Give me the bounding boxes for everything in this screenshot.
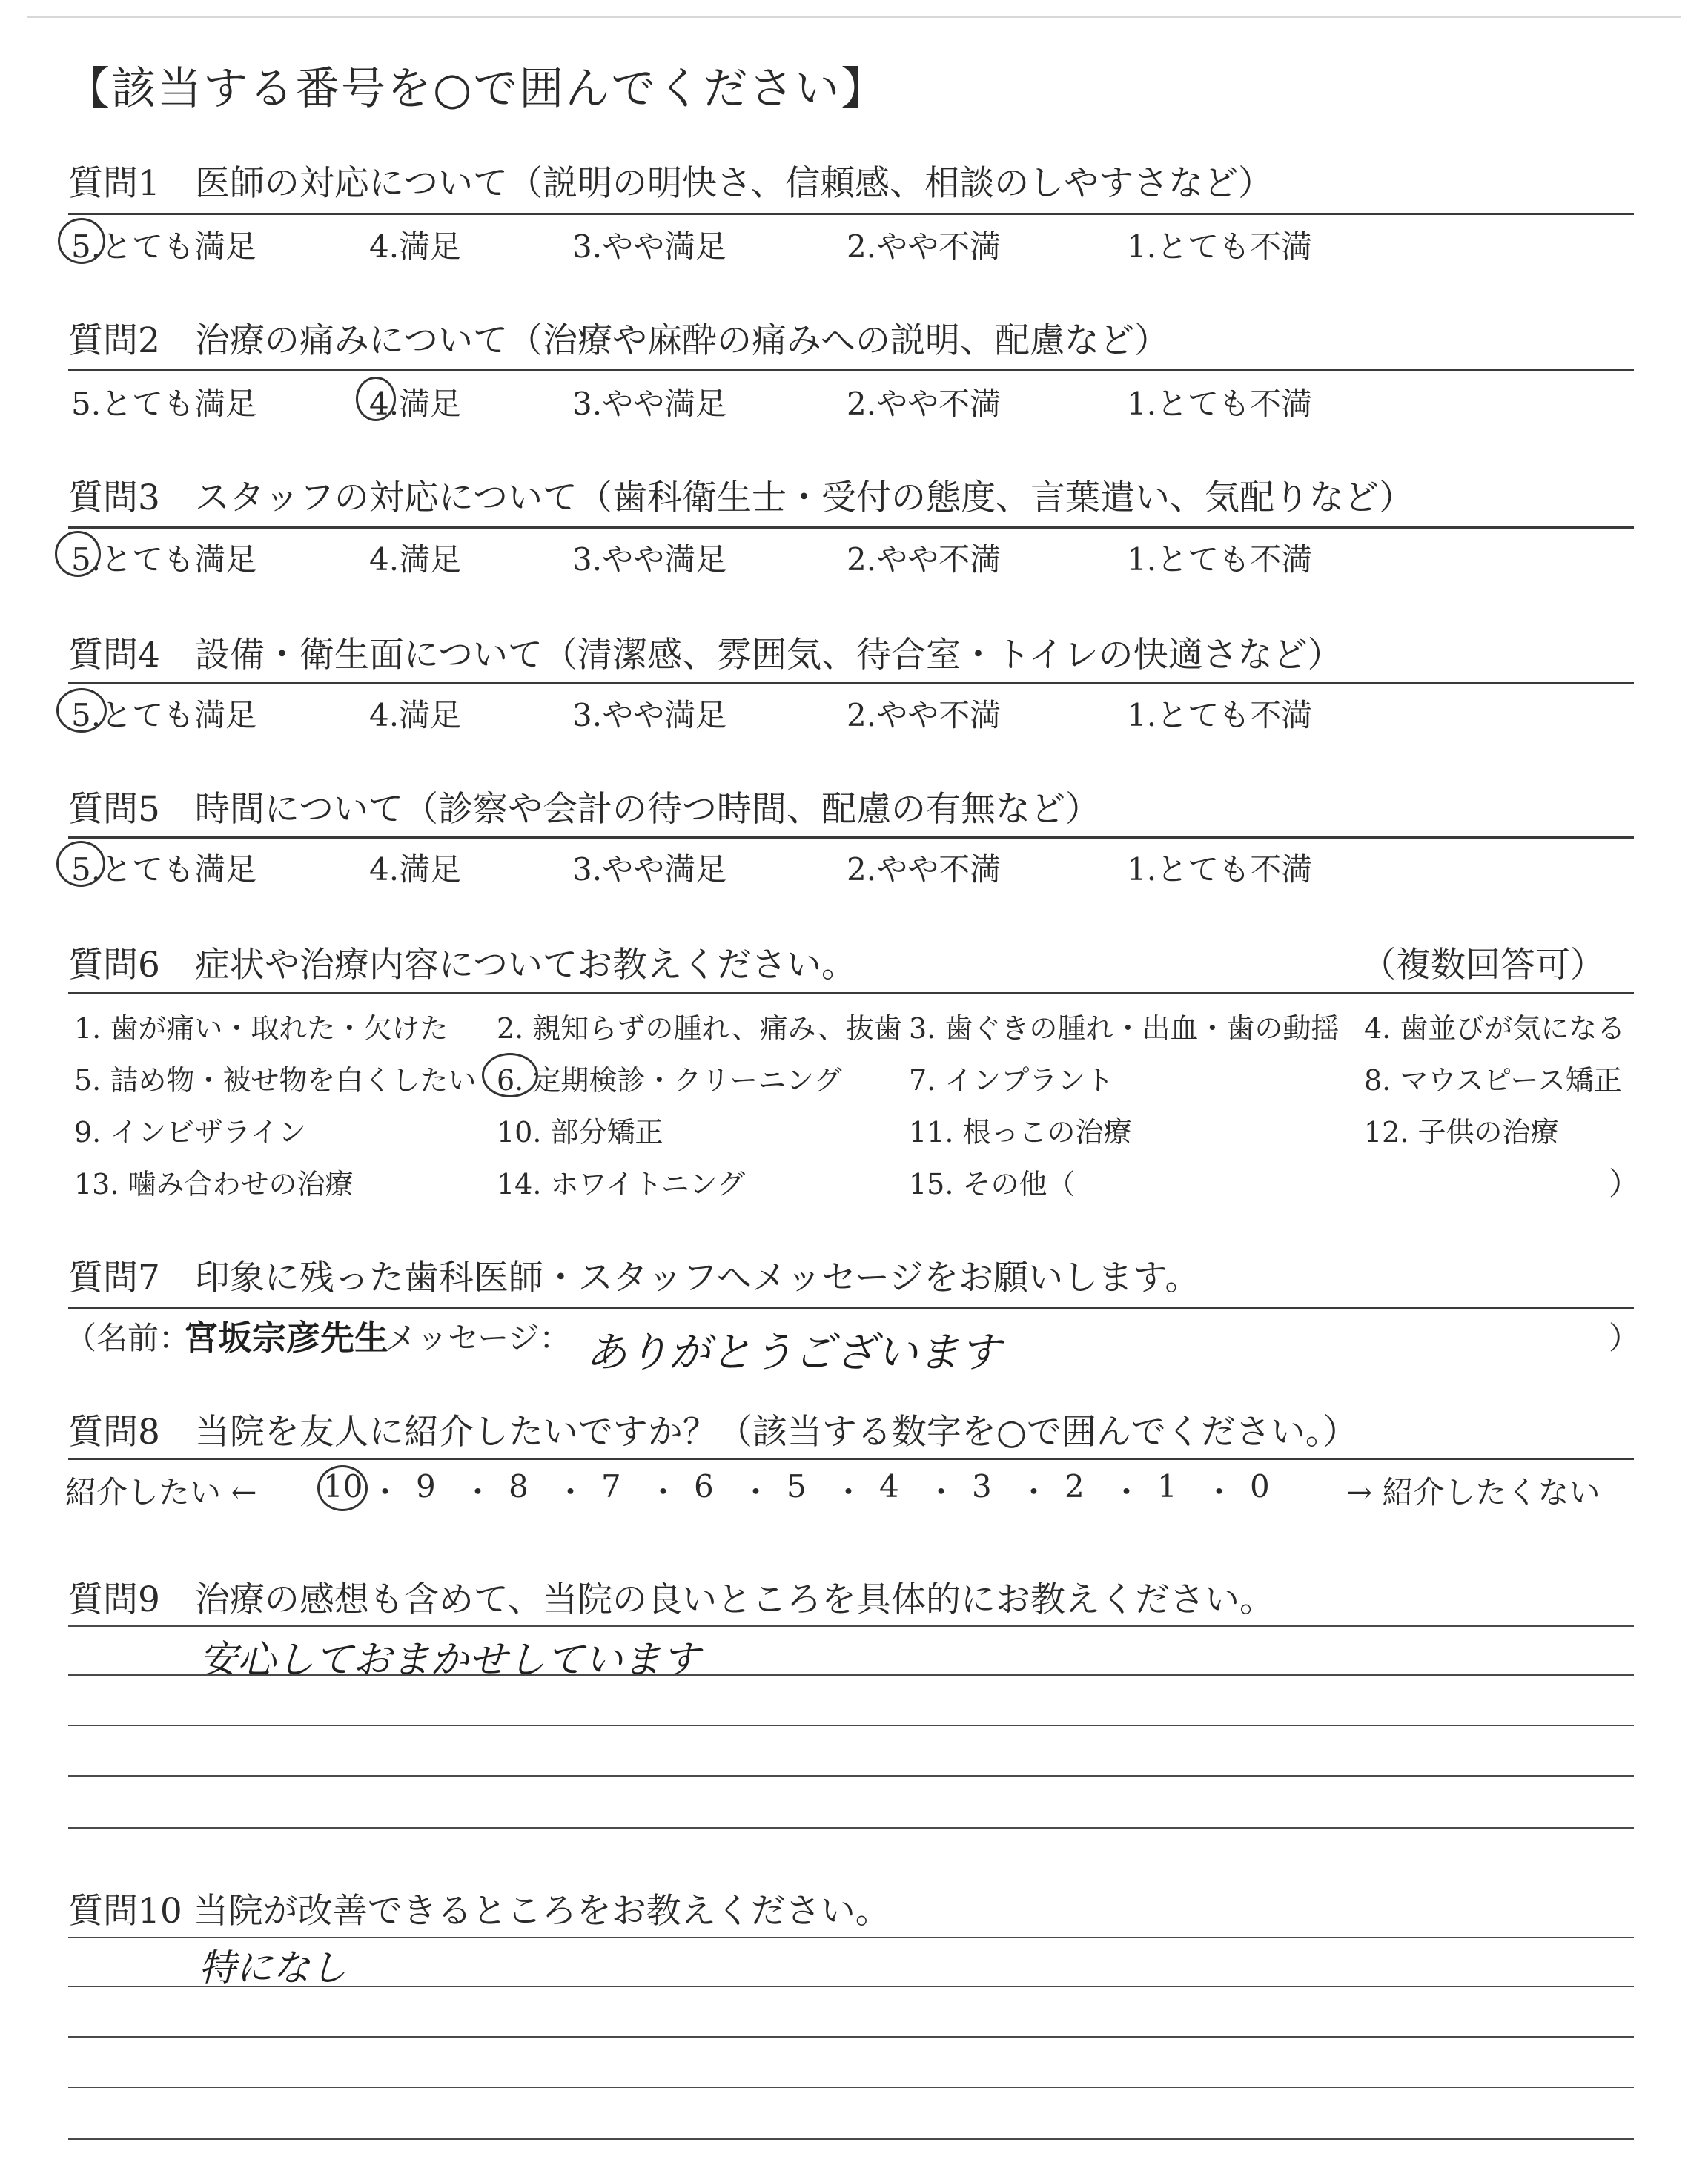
- q3-option-5[interactable]: 5.とても満足: [71, 541, 257, 578]
- q3-option-2[interactable]: 2.やや不満: [847, 541, 1002, 578]
- q4-option-5[interactable]: 5.とても満足: [71, 697, 257, 733]
- q5-option-5[interactable]: 5.とても満足: [71, 851, 257, 888]
- q8-scale-separator: ・: [369, 1474, 401, 1510]
- q8-scale-separator: ・: [740, 1474, 772, 1510]
- question-2-rule: [68, 369, 1634, 371]
- q8-scale-separator: ・: [1018, 1474, 1050, 1510]
- question-7-title: 質問7 印象に残った歯科医師・スタッフへメッセージをお願いします。: [68, 1258, 1200, 1298]
- q9-line-2: [68, 1674, 1634, 1676]
- q6-item-14[interactable]: 14. ホワイトニング: [497, 1168, 746, 1200]
- q6-item-10[interactable]: 10. 部分矯正: [497, 1116, 663, 1149]
- q8-scale-value-2[interactable]: 2: [1065, 1468, 1085, 1505]
- q1-option-1[interactable]: 1.とても不満: [1127, 228, 1313, 265]
- question-9-title: 質問9 治療の感想も含めて、当院の良いところを具体的にお教えください。: [68, 1579, 1274, 1620]
- q6-item-15[interactable]: 15. その他（: [909, 1168, 1076, 1200]
- question-1-title: 質問1 医師の対応について（説明の明快さ、信頼感、相談のしやすさなど）: [68, 163, 1274, 204]
- q8-scale-separator: ・: [647, 1474, 679, 1510]
- q4-option-2[interactable]: 2.やや不満: [847, 697, 1002, 733]
- q1-option-4[interactable]: 4.満足: [369, 228, 462, 265]
- q8-scale-separator: ・: [833, 1474, 864, 1510]
- q1-option-2[interactable]: 2.やや不満: [847, 228, 1002, 265]
- q2-selection-circle: [356, 377, 396, 421]
- q2-option-2[interactable]: 2.やや不満: [847, 386, 1002, 422]
- q5-option-1[interactable]: 1.とても不満: [1127, 851, 1313, 888]
- q4-selection-circle: [56, 688, 107, 733]
- q9-line-1: [68, 1625, 1634, 1627]
- q6-item-5[interactable]: 5. 詰め物・被せ物を白くしたい: [74, 1064, 477, 1097]
- q8-scale-value-7[interactable]: 7: [601, 1468, 621, 1505]
- q9-line-5: [68, 1827, 1634, 1829]
- q6-item-11[interactable]: 11. 根っこの治療: [909, 1116, 1132, 1149]
- q5-option-3[interactable]: 3.やや満足: [572, 851, 727, 888]
- q7-name-label: （名前：: [65, 1320, 191, 1356]
- question-5-title: 質問5 時間について（診察や会計の待つ時間、配慮の有無など）: [68, 789, 1100, 830]
- q8-selection-circle: [317, 1465, 368, 1511]
- q8-scale-separator: ・: [1203, 1474, 1235, 1510]
- form-heading: 【該当する番号を○で囲んでください】: [65, 63, 887, 115]
- q6-item-6[interactable]: 6. 定期検診・クリーニング: [497, 1064, 842, 1097]
- question-7-rule: [68, 1307, 1634, 1309]
- q6-item-2[interactable]: 2. 親知らずの腫れ、痛み、抜歯: [497, 1012, 902, 1045]
- q10-line-5: [68, 2138, 1634, 2140]
- q6-item-13[interactable]: 13. 噛み合わせの治療: [74, 1168, 354, 1200]
- q1-option-5[interactable]: 5.とても満足: [71, 228, 257, 265]
- q1-selection-circle: [58, 218, 105, 264]
- q10-line-3: [68, 2036, 1634, 2038]
- q3-option-4[interactable]: 4.満足: [369, 541, 462, 578]
- q10-line-4: [68, 2087, 1634, 2088]
- q8-scale-separator: ・: [555, 1474, 586, 1510]
- q8-scale-value-0[interactable]: 0: [1250, 1468, 1270, 1505]
- q8-scale-value-6[interactable]: 6: [694, 1468, 714, 1505]
- q8-scale-separator: ・: [1110, 1474, 1142, 1510]
- q10-handwritten-answer[interactable]: 特になし: [199, 1946, 347, 1989]
- q8-right-label: → 紹介したくない: [1346, 1474, 1601, 1510]
- page-top-rule: [27, 16, 1681, 18]
- question-6-title: 質問6 症状や治療内容についてお教えください。: [68, 945, 856, 985]
- q8-scale-separator: ・: [925, 1474, 957, 1510]
- question-10-title: 質問10 当院が改善できるところをお教えください。: [68, 1891, 890, 1932]
- question-6-note: （複数回答可）: [1361, 945, 1605, 985]
- q9-line-4: [68, 1775, 1634, 1777]
- q8-scale-value-1[interactable]: 1: [1157, 1468, 1177, 1505]
- q6-item-4[interactable]: 4. 歯並びが気になる: [1364, 1012, 1626, 1045]
- q8-scale-value-9[interactable]: 9: [416, 1468, 436, 1505]
- q9-handwritten-answer[interactable]: 安心しておまかせしています: [199, 1638, 701, 1682]
- q5-selection-circle: [56, 841, 105, 887]
- question-4-rule: [68, 682, 1634, 684]
- q3-selection-circle: [55, 531, 101, 577]
- q6-item-1[interactable]: 1. 歯が痛い・取れた・欠けた: [74, 1012, 448, 1045]
- question-6-rule: [68, 992, 1634, 994]
- q5-option-2[interactable]: 2.やや不満: [847, 851, 1002, 888]
- question-3-title: 質問3 スタッフの対応について（歯科衛生士・受付の態度、言葉遣い、気配りなど）: [68, 478, 1414, 518]
- question-3-rule: [68, 526, 1634, 529]
- question-8-rule: [68, 1458, 1634, 1460]
- question-1-rule: [68, 213, 1634, 215]
- q2-option-5[interactable]: 5.とても満足: [71, 386, 257, 422]
- q6-item-3[interactable]: 3. 歯ぐきの腫れ・出血・歯の動揺: [909, 1012, 1340, 1045]
- question-4-title: 質問4 設備・衛生面について（清潔感、雰囲気、待合室・トイレの快適さなど）: [68, 635, 1343, 676]
- q6-item-9[interactable]: 9. インビザライン: [74, 1116, 307, 1149]
- q6-other-close-paren: ）: [1609, 1166, 1641, 1202]
- q4-option-1[interactable]: 1.とても不満: [1127, 697, 1313, 733]
- q7-message-label: メッセージ：: [385, 1320, 571, 1356]
- q8-scale-value-3[interactable]: 3: [972, 1468, 992, 1505]
- q1-option-3[interactable]: 3.やや満足: [572, 228, 727, 265]
- q3-option-3[interactable]: 3.やや満足: [572, 541, 727, 578]
- q6-item-12[interactable]: 12. 子供の治療: [1364, 1116, 1559, 1149]
- q4-option-3[interactable]: 3.やや満足: [572, 697, 727, 733]
- q5-option-4[interactable]: 4.満足: [369, 851, 462, 888]
- q2-option-1[interactable]: 1.とても不満: [1127, 386, 1313, 422]
- q3-option-1[interactable]: 1.とても不満: [1127, 541, 1313, 578]
- q6-selection-circle: [482, 1053, 538, 1097]
- q7-handwritten-name[interactable]: 宮坂宗彦先生: [184, 1318, 388, 1358]
- question-2-title: 質問2 治療の痛みについて（治療や麻酔の痛みへの説明、配慮など）: [68, 320, 1170, 361]
- q7-handwritten-message[interactable]: ありがとうございます: [586, 1329, 1001, 1377]
- q4-option-4[interactable]: 4.満足: [369, 697, 462, 733]
- question-5-rule: [68, 836, 1634, 839]
- q8-scale-separator: ・: [462, 1474, 494, 1510]
- q8-scale-value-5[interactable]: 5: [787, 1468, 807, 1505]
- q8-scale-value-8[interactable]: 8: [509, 1468, 529, 1505]
- q8-scale-value-4[interactable]: 4: [879, 1468, 899, 1505]
- q2-option-4[interactable]: 4.満足: [369, 386, 462, 422]
- q6-item-8[interactable]: 8. マウスピース矯正: [1364, 1064, 1622, 1097]
- q10-line-2: [68, 1986, 1634, 1987]
- question-8-title: 質問8 当院を友人に紹介したいですか？（該当する数字を○で囲んでください。）: [68, 1412, 1358, 1453]
- q6-item-7[interactable]: 7. インプラント: [909, 1064, 1114, 1097]
- q8-scale-value-10[interactable]: 10: [323, 1468, 363, 1505]
- q2-option-3[interactable]: 3.やや満足: [572, 386, 727, 422]
- q8-left-label: 紹介したい ←: [65, 1474, 257, 1510]
- q9-line-3: [68, 1725, 1634, 1726]
- q7-close-paren: ）: [1609, 1320, 1641, 1356]
